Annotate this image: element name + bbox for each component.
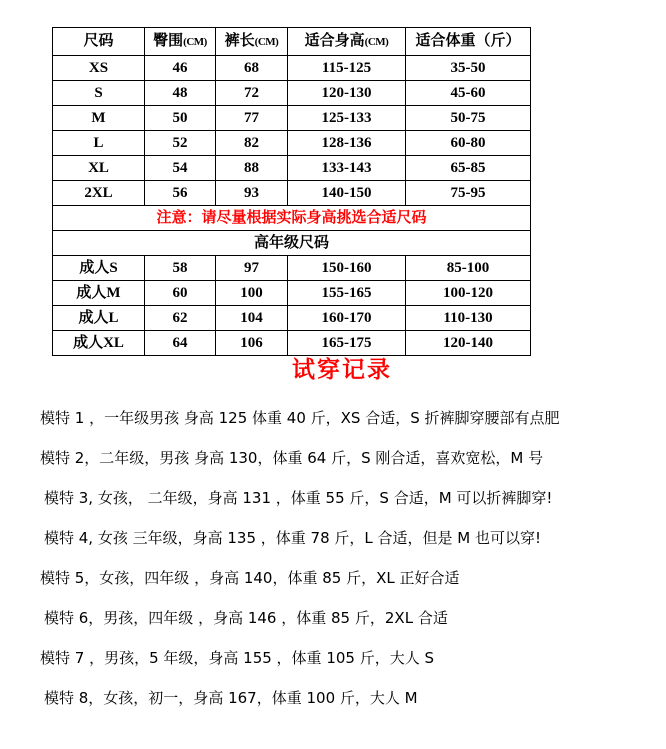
size-chart-note-row — [53, 206, 531, 231]
cell-height: 128-136 — [288, 131, 406, 156]
column-header-height-label: 适合身高 — [304, 33, 365, 49]
cell-weight: 110-130 — [406, 306, 531, 331]
cell-weight: 75-95 — [406, 181, 531, 206]
cell-size: L — [53, 131, 145, 156]
cell-size: 2XL — [53, 181, 145, 206]
cell-size: XS — [53, 56, 145, 81]
column-header-hip-unit: (CM) — [183, 36, 207, 48]
table-row — [53, 81, 531, 106]
cell-hip: 62 — [145, 306, 216, 331]
column-header-size — [53, 28, 145, 56]
cell-weight: 65-85 — [406, 156, 531, 181]
list-item: 模特 2，二年级，男孩 身高 130，体重 64 斤，S 刚合适，喜欢宽松，M 号 — [40, 449, 544, 467]
cell-length: 106 — [216, 331, 288, 356]
cell-length: 104 — [216, 306, 288, 331]
cell-height: 120-130 — [288, 81, 406, 106]
cell-hip: 54 — [145, 156, 216, 181]
cell-height: 125-133 — [288, 106, 406, 131]
size-chart-table-container — [52, 27, 530, 356]
cell-length: 82 — [216, 131, 288, 156]
size-chart-section-row — [53, 231, 531, 256]
table-row — [53, 306, 531, 331]
cell-weight: 60-80 — [406, 131, 531, 156]
cell-hip: 58 — [145, 256, 216, 281]
list-item: 模特 5，女孩，四年级 ，身高 140，体重 85 斤，XL 正好合适 — [40, 569, 460, 587]
cell-weight: 85-100 — [406, 256, 531, 281]
cell-height: 115-125 — [288, 56, 406, 81]
list-item: 模特 3, 女孩， 二年级，身高 131 ，体重 55 斤，S 合适，M 可以折裤脚穿! — [44, 489, 553, 507]
column-header-weight-label: 适合体重（斤） — [415, 33, 521, 49]
column-header-size-label: 尺码 — [83, 33, 114, 49]
review-list — [0, 398, 666, 718]
cell-size: 成人L — [53, 306, 145, 331]
cell-weight: 45-60 — [406, 81, 531, 106]
column-header-length-label: 裤长 — [224, 33, 255, 49]
cell-hip: 60 — [145, 281, 216, 306]
size-chart-header — [53, 28, 531, 56]
column-header-hip — [145, 28, 216, 56]
column-header-height — [288, 28, 406, 56]
list-item: 模特 6，男孩，四年级 ，身高 146 ，体重 85 斤，2XL 合适 — [44, 609, 448, 627]
cell-length: 88 — [216, 156, 288, 181]
cell-weight: 120-140 — [406, 331, 531, 356]
column-header-height-unit: (CM) — [364, 36, 389, 48]
size-chart-body — [53, 56, 531, 356]
cell-size: 成人M — [53, 281, 145, 306]
cell-size: 成人S — [53, 256, 145, 281]
column-header-weight — [406, 28, 531, 56]
cell-hip: 56 — [145, 181, 216, 206]
cell-weight: 50-75 — [406, 106, 531, 131]
cell-height: 140-150 — [288, 181, 406, 206]
table-row — [53, 56, 531, 81]
cell-length: 72 — [216, 81, 288, 106]
table-row — [53, 181, 531, 206]
cell-length: 93 — [216, 181, 288, 206]
table-row — [53, 281, 531, 306]
table-header-row — [53, 28, 531, 56]
cell-size: XL — [53, 156, 145, 181]
list-item: 模特 4, 女孩 三年级，身高 135 ，体重 78 斤，L 合适，但是 M 也可以穿! — [44, 529, 542, 547]
size-chart-table — [52, 27, 531, 356]
cell-weight: 100-120 — [406, 281, 531, 306]
cell-hip: 64 — [145, 331, 216, 356]
cell-height: 133-143 — [288, 156, 406, 181]
cell-size: 成人XL — [53, 331, 145, 356]
cell-hip: 52 — [145, 131, 216, 156]
cell-weight: 35-50 — [406, 56, 531, 81]
list-item: 模特 1 ，一年级男孩 身高 125 体重 40 斤，XS 合适，S 折裤脚穿腰部有点肥 — [40, 409, 560, 427]
cell-length: 77 — [216, 106, 288, 131]
cell-height: 165-175 — [288, 331, 406, 356]
table-row — [53, 156, 531, 181]
cell-length: 68 — [216, 56, 288, 81]
cell-height: 160-170 — [288, 306, 406, 331]
cell-size: M — [53, 106, 145, 131]
review-section-title: 试穿记录 — [292, 357, 392, 383]
size-chart-section-title: 高年级尺码 — [53, 231, 531, 256]
list-item: 模特 7 ，男孩，5 年级，身高 155 ，体重 105 斤，大人 S — [40, 649, 435, 667]
column-header-length — [216, 28, 288, 56]
cell-size: S — [53, 81, 145, 106]
cell-height: 150-160 — [288, 256, 406, 281]
table-row — [53, 256, 531, 281]
cell-hip: 50 — [145, 106, 216, 131]
cell-hip: 46 — [145, 56, 216, 81]
cell-length: 97 — [216, 256, 288, 281]
column-header-length-unit: (CM) — [254, 36, 279, 48]
cell-hip: 48 — [145, 81, 216, 106]
cell-height: 155-165 — [288, 281, 406, 306]
size-chart-note: 注意：请尽量根据实际身高挑选合适尺码 — [53, 206, 531, 231]
cell-length: 100 — [216, 281, 288, 306]
table-row — [53, 106, 531, 131]
column-header-hip-label: 臀围 — [153, 33, 184, 49]
list-item: 模特 8，女孩，初一，身高 167，体重 100 斤，大人 M — [44, 689, 418, 707]
table-row — [53, 131, 531, 156]
